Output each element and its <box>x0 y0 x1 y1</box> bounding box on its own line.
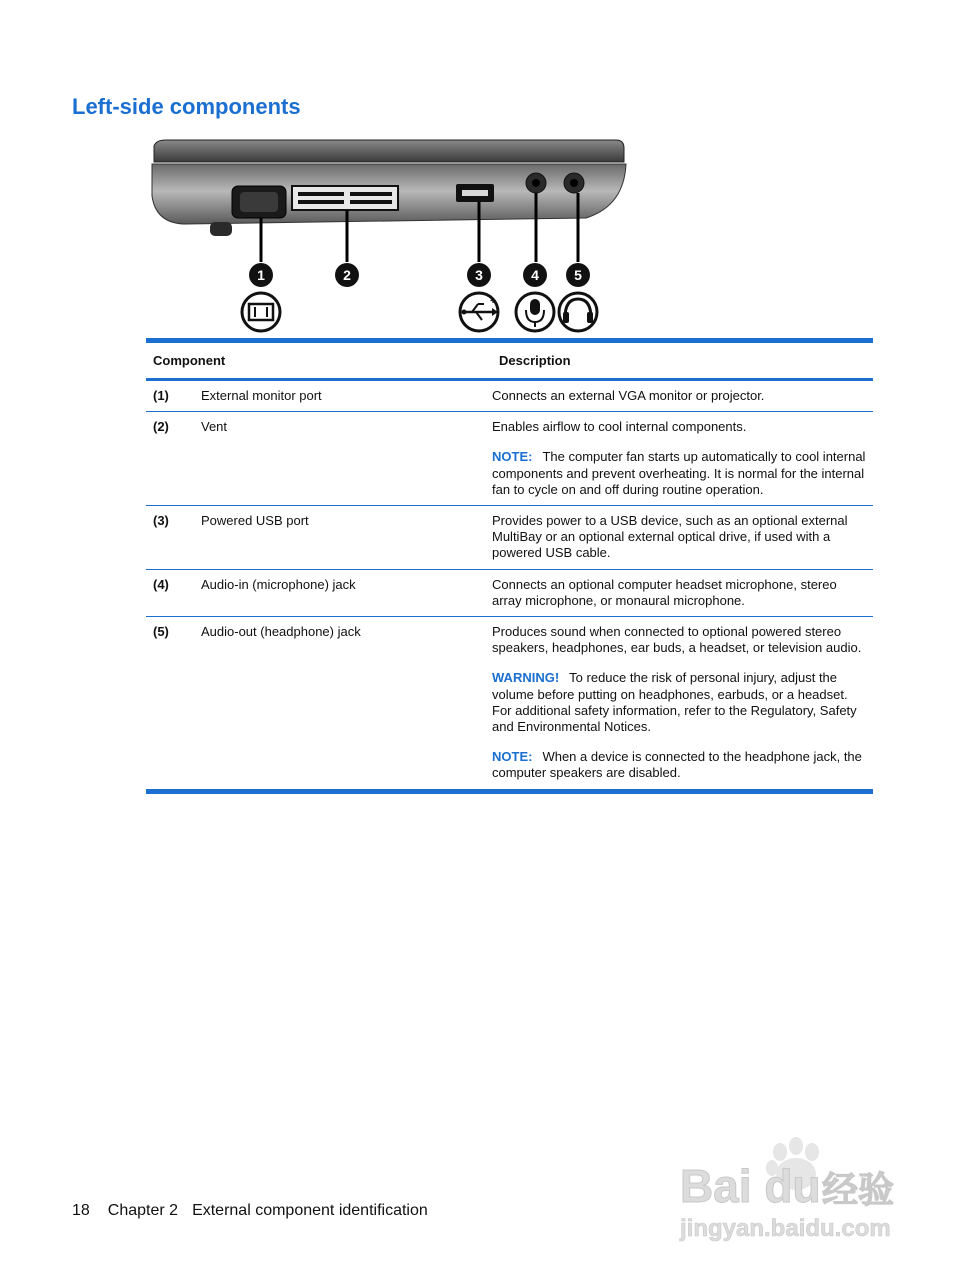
page-number: 18 <box>72 1202 90 1219</box>
table-bottom-rule <box>146 789 873 794</box>
note-label: NOTE: <box>492 749 533 765</box>
warning-text: To reduce the risk of personal injury, adjust the volume before putting on headphones, earbuds, or a headset. For additional safety information, refer to the Regulatory, Safety and Environmental Notices. <box>492 670 857 735</box>
row-description <box>492 513 873 562</box>
warning-paragraph <box>492 670 867 735</box>
watermark-url: jingyan.baidu.com <box>680 1215 891 1242</box>
header-component: Component <box>153 353 226 368</box>
table-row <box>146 617 873 789</box>
row-description-text: Produces sound when connected to optional powered stereo speakers, headphones, ear buds, a headset, or television audio. <box>492 624 862 656</box>
row-component: Powered USB port <box>201 513 309 529</box>
monitor-icon <box>242 293 280 331</box>
row-component: Vent <box>201 419 228 435</box>
row-description <box>492 624 873 782</box>
row-description-text: Connects an external VGA monitor or projector. <box>492 388 765 403</box>
microphone-icon <box>516 293 554 331</box>
chapter-label: Chapter 2 <box>107 1202 179 1219</box>
callout-2-label: 2 <box>343 267 351 283</box>
table-row <box>146 506 873 569</box>
table-row <box>146 570 873 616</box>
note-text: When a device is connected to the headphone jack, the computer speakers are disabled. <box>492 749 862 781</box>
row-description <box>492 388 873 404</box>
table-row <box>146 381 873 411</box>
table-header <box>146 343 873 378</box>
note-text: The computer fan starts up automatically to cool internal components and prevent overheating. It is normal for the internal fan to cycle on and off during routine operation. <box>492 449 866 497</box>
components-table <box>146 338 873 794</box>
row-number: (4) <box>153 576 169 592</box>
note-paragraph <box>492 749 867 781</box>
footer-chapter <box>108 1202 428 1220</box>
callout-5-label: 5 <box>574 267 582 283</box>
headphone-icon <box>559 293 597 331</box>
note-label: NOTE: <box>492 449 533 465</box>
row-description-text: Connects an optional computer headset microphone, stereo array microphone, or monaural microphone. <box>492 576 837 608</box>
row-description <box>492 577 873 609</box>
row-description <box>492 419 873 498</box>
row-number: (1) <box>153 388 169 403</box>
page-title: Left-side components <box>72 94 301 119</box>
row-number: (2) <box>153 419 169 435</box>
table-row <box>146 412 873 505</box>
row-number: (3) <box>153 513 169 529</box>
callout-3-label: 3 <box>475 267 483 283</box>
usb-icon <box>460 293 498 331</box>
row-component: Audio-out (headphone) jack <box>201 624 361 640</box>
row-component: Audio-in (microphone) jack <box>201 576 356 592</box>
row-component: External monitor port <box>201 388 322 403</box>
watermark-brand-cn: 经验 <box>822 1170 895 1211</box>
svg-text:+: + <box>490 296 496 307</box>
baidu-watermark <box>672 1130 912 1245</box>
header-description: Description <box>499 353 571 368</box>
page-footer <box>72 1202 428 1220</box>
row-description-text: Enables airflow to cool internal components. <box>492 419 747 435</box>
callout-4-label: 4 <box>531 267 539 283</box>
row-description-text: Provides power to a USB device, such as an optional external MultiBay or an optional external optical drive, if used with a powered USB cable. <box>492 513 848 561</box>
note-paragraph <box>492 449 867 498</box>
laptop-left-side-figure <box>146 136 636 336</box>
row-number: (5) <box>153 624 169 640</box>
watermark-brand: Bai du <box>680 1160 821 1212</box>
chapter-title: External component identification <box>192 1202 428 1219</box>
callout-1-label: 1 <box>257 267 265 283</box>
warning-label: WARNING! <box>492 670 560 686</box>
